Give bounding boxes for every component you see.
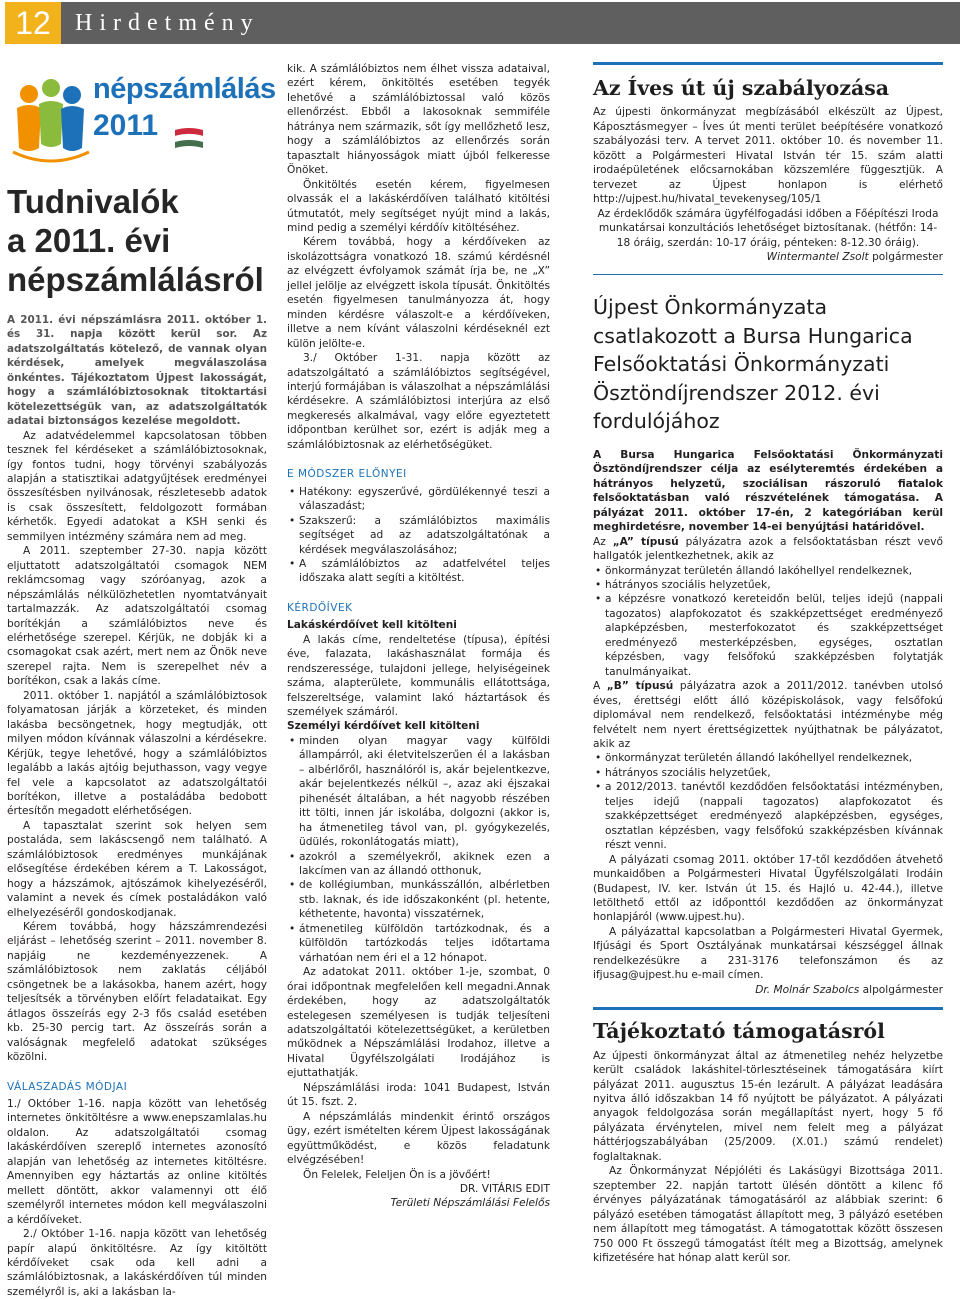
paragraph: 3./ Október 1-31. napja között az adatszolgáltató a számlálóbiztos segítségével, interjú formájában is válaszolhat a népszámlálási kérdésekre. A számlálóbiztosi interjúra az első megkeresés alkalmával, vagy előre egyeztetett időpontban kerülhet sor, ezért is adják meg a számlálóbiztosnak az elérhetőségüket. [287,352,550,451]
list-item: • Szakszerű: a számlálóbiztos maximális segítséget ad az adatszolgáltatónak a kérdések megválaszolásához; [287,514,550,557]
census-people-logo-icon [9,78,91,164]
divider [593,62,943,65]
signature-role: Területi Népszámlálási Felelős [390,1197,550,1210]
paragraph: Kérem továbbá, hogy a kérdőíveken az iskolázottságra vonatkozó 18. számú kérdésnél az elvégzett évfolyamok számát írja be, ne „X” jellel jelölje az elvégzett iskola típusát. Önkitöltés esetén figyelmesen tanulmányozza át, hogy minden kérdésre válaszolt-e a kérdőíveken, illetve a nem kívánt válaszolni kérdéseknél ezt külön jelölte-e. [287,236,550,350]
title-line: népszámlálásról [7,261,264,298]
list-item: • A számlálóbiztos az adatfelvétel teljes időszaka alatt segíti a kitöltést. [287,557,550,586]
list-item: • a képzésre vonatkozó kereteidőn belül, teljes idejű (nappali tagozatos) alapfokozatot és szakképzettséget eredményező alapképzésben, mesterfokozatot és szakképzettséget eredményező mesterképzésben, egységes, osztatlan képzésben, vagy felsőfokú szakképzésben folytatják tanulmányaikat. [593,592,943,679]
paragraph [593,535,943,564]
signature-name: Dr. Molnár Szabolcs [755,983,860,996]
signature-role: alpolgármester [862,983,943,996]
list-item: • átmenetileg külföldön tartózkodnak, és a külföldön tartózkodás teljes időtartama várhatóan nem éri el a 12 hónapot. [287,922,550,965]
paragraph: Népszámlálási iroda: 1041 Budapest, István út 15. fszt. 2. [287,1081,550,1109]
list-item: • önkormányzat területén állandó lakóhellyel rendelkeznek, [593,751,943,765]
paragraph: Az adatokat 2011. október 1-je, szombat, 0 órai időpontnak megfelelően kell megadni.Annak érdekében, hogy az adatszolgáltatók estelegesen személyesen is tudják teljesíteni adatszolgáltatói kötelezettségüket, a kerületben működnek a Népszámlálási Irodahoz, illetve a Hivatal Ügyfélszolgálati Irodájához is ejuttathatják. [287,966,550,1080]
column-1 [7,62,276,1299]
paragraph: A pályázattal kapcsolatban a Polgármesteri Hivatal Gyermek, Ifjúsági és Sport Osztályának munkatársai készséggel állnak rendelkezésükre a 231-3176 telefonszámon és az ifjusag@ujpest.hu e-mail címen. [593,925,943,982]
lead-paragraph: A Bursa Hungarica Felsőoktatási Önkormányzati Ösztöndíjrendszer célja az esélyteremtés érdekében a hátrányos helyzetű, szociálisan rászoruló fiatalok felsőoktatásban való részvételének támogatása. A pályázat 2011. október 17-én, 2 kategóriában kerül meghirdetésre, november 14-ei benyújtási határidővel. [593,448,943,534]
section-heading: KÉRDŐÍVEK [287,601,353,614]
section-heading: E MÓDSZER ELŐNYEI [287,468,407,481]
emphasis: „A” típusú [612,535,679,548]
signature [593,250,943,264]
title-line: a 2011. évi [7,222,171,259]
article-title: Az Íves út új szabályozása [593,76,890,100]
paragraph: 2011. október 1. napjától a számlálóbiztosok folyamatosan járják a körzeteket, és minden lakásba becsöngetnek, hogy megtudják, ott milyen módon kívánnak válaszolni a kérdésekre. Kérjük, tegye lehetővé, hogy a számlálóbiztos legalább a lakás ajtóig bejuthasson, vagy vegye fel vele a kapcsolatot az adatszolgáltatói borítékon, illetve a postaládába bedobott értesítőn megadott elérhetőségen. [7,689,267,818]
page-header [0,0,960,48]
paragraph: kik. A számlálóbiztos nem élhet vissza adataival, ezért kérem, önkitöltés esetében tegyék lehetővé a számlálóbiztossal való közös ellenőrzést. Ebből a lakosoknak semmiféle hátránya nem származik, sőt így mellőzhető lesz, hogy a számlálóbiztos az ellenőrzés során tapasztalt hiányosságok miatt újból felkeresse Önöket. [287,63,550,177]
paragraph: Az érdeklődők számára ügyfélfogadási időben a Főépítészi Iroda munkatársai konzultációs lehetőséget biztosítanak. (hétfőn: 14-18 óráig, szerdán: 10-17 óráig, pénteken: 8-12.30 óráig). [597,207,939,249]
text: Az [593,535,613,548]
list-item: • a 2012/2013. tanévtől kezdődően felsőoktatási intézményben, teljes idejű (nappali tagozatos) alapfokozatot és szakképzettséget eredményező alapképzésben, egységes, osztatlan képzésben, vagy felsőfokú szakképzésben kívánnak részt venni. [593,780,943,852]
emphasis: „B” típusú [606,680,674,693]
article-title: Tájékoztató támogatásról [593,1019,885,1044]
list-item: • minden olyan magyar vagy külföldi állampárról, aki életvitelszerűen él a lakásban – albérlőről, használóról is, akár bejelentkezve, akár bejelentkezés nélkül –, azaz aki éjszakai pihenését általában, a hét nagyobb részében itt tölti, innen jár iskolába, dolgozni (akkor is, ha átmenetileg távol van, pl. gyógykezelés, üdülés, rokonlátogatás miatt), [287,734,550,850]
list-item: • de kollégiumban, munkásszállón, albérletben stb. laknak, és ide időszakonként (pl. hetente, kéthetente, havonta) visszatérnek, [287,878,550,921]
paragraph: Az újpesti önkormányzat által az átmenetileg nehéz helyzetbe került családok lakáshitel-törlesztéseinek támogatására kiírt pályázat 2011. augusztus 15-én lezárult. A pályázat leadására nyitva álló időszakban 14 fő nyújtott be pályázatot. A pályázati anyagok feldolgozása során megállapítást nyert, hogy 5 fő pályázata érvénytelen, mivel nem felelt meg a pályázat háttérjogszabályában (25/2009. (X.01.) számú rendelet) foglaltaknak. [593,1049,943,1163]
column-3 [593,62,943,1265]
paragraph: 1./ Október 1-16. napja között van lehetőség internetes önkitöltésre a www.enepszamlalas.hu oldalon. Az adatszolgáltatói csomag lakáskérdőíven szereplő internetes azonosító alapján van lehetőség az internetes kitöltésre. Amennyiben egy háztartás az online kitöltés mellett döntött, akkor valamennyi ott élő személyről internetes módon kell megválaszolni a kérdőíveket. [7,1098,267,1226]
signature-name: DR. VITÁRIS EDIT [459,1182,550,1195]
page-number: 12 [5,2,61,44]
list-item: • önkormányzat területén állandó lakóhellyel rendelkeznek, [593,564,943,578]
lead-paragraph: A 2011. évi népszámlásra 2011. október 1. és 31. napja között kerül sor. Az adatszolgáltatás kötelező, de vannak olyan kérdések, amelyek megválaszolása önkéntes. Tájékoztatom Újpest lakosságát, hogy a számlálóbiztosoknak titoktartási kötelezettségük van, az adatszolgáltatók adatai biztonságos kezelése megoldott. [7,314,267,428]
list-item: • Hatékony: egyszerűvé, gördülékennyé teszi a válaszadást; [287,485,550,514]
divider [593,1007,943,1010]
divider [593,274,943,275]
column-2 [287,62,550,1211]
list-item: • hátrányos szociális helyzetűek, [593,766,943,780]
section-heading: VÁLASZADÁS MÓDJAI [7,1080,128,1093]
subheading: Személyi kérdőívet kell kitölteni [287,720,480,733]
paragraph [593,679,943,751]
paragraph: Ön Felelek, Feleljen Ön is a jövőért! [303,1168,491,1181]
paragraph: Az újpesti önkormányzat megbízásából elkészült az Újpest, Káposztásmegyer – Íves út menti terület beépítésére vonatkozó szabályozási terv. A tervet 2011. október 10. és november 11. között a Polgármesteri Hivatal István tér 15. szám alatti irodaépületének előcsarnokában közszemlére függesztjük. A tervezet az Újpest honlapon is elérhető http://ujpest.hu/hivatal_tevekenyseg/105/1 [593,106,943,206]
paragraph: A pályázati csomag 2011. október 17-től kezdődően átvehető munkaidőben a Polgármesteri Hivatal Ügyfélszolgálati Irodáin (Budapest, IV. ker. István út 15. és Hajló u. 42-44.), illetve letölthető ettől az időponttól kezdődően az önkormányzat honlapjáról (www.ujpest.hu). [593,853,943,924]
paragraph: A 2011. szeptember 27-30. napja között eljuttatott adatszolgáltatói csomagok NEM reklámcsomag vagy szóróanyag, azok a népszámlálás nélkülözhetetlen nyomtatványait tartalmazzák. Az adatszolgáltatói csomag borítékján a számlálóbiztos neve és elérhetősége szerepel. Kérjük, ne dobják ki a csomagokat csak azért, mert nem az Önök neve szerepel rajta. Nem is szerepelhet név a borítékon, csak a lakás címe. [7,545,267,688]
signature-role: polgármester [872,250,943,263]
paragraph: A lakás címe, rendeltetése (típusa), építési éve, falazata, lakáshasználat formája és rendszeressége, tulajdoni jellege, helyiségeinek száma, alapterülete, kommunális ellátottsága, felszereltsége, valamint lakó háztartások és személyek számáról. [287,633,550,719]
census-logo [7,73,276,176]
text: A [593,680,607,693]
paragraph: A népszámlálás mindenkit érintő országos ügy, ezért ismételten kérem Újpest lakosságának együttműködést, e közös feladatunk elvégzésében! [287,1110,550,1167]
hungarian-flag-icon [175,128,203,148]
paragraph: 2./ Október 1-16. napja között van lehetőség papír alapú önkitöltésre. Az így kitöltött kérdőíveket csak oda kell adni a számlálóbiztosnak, a lakáskérdőíven túl minden személyről is, aki a lakásban la- [7,1228,267,1298]
logo-name: népszámlálás [93,73,276,105]
text: pályázatra azok a 2011/2012. tanévben utolsó éves, érettségi előtt álló középiskolások, vagy felsőfokú diplomával nem rendelkező, felsőoktatási intézménybe még felvételt nem nyert érettségizettek nyújthatnak be pályázatot, akik az [593,680,944,750]
article-title: Újpest Önkormányzata csatlakozott a Bursa Hungarica Felsőoktatási Önkormányzati Ösztöndíjrendszer 2012. évi fordulójához [593,295,913,434]
paragraph: Kérem továbbá, hogy házszámrendezési eljárást – lehetőség szerint – 2011. november 8. napjáig ne kezdeményezzenek. A számlálóbiztosok nem zaklatás céljából csöngetnek be a lakásokba, hanem azért, hogy teljesítsék a törvényben előírt feladataikat. Egy átlagos összeírás egy 2-3 fős család esetében kb. 25-30 percig tart. Az összeírás során a valóságnak megfelelő adatokat szükséges közölni. [7,921,267,1064]
logo-year: 2011 [93,109,159,142]
text: pályázatra azok a felsőoktatásban részt vevő hallgatók jelentkezhetnek, akik az [593,535,943,563]
section-title: Hirdetmény [61,2,960,44]
paragraph: Önkitöltés esetén kérem, figyelmesen olvassák el a lakáskérdőíven található kitöltési útmutatót, mely segítséget nyújt mind a lakás, mind pedig a személyi kérdőív kitöltéséhez. [287,178,550,234]
list-item: • azokról a személyekről, akiknek ezen a lakcímen van az állandó otthonuk, [287,850,550,879]
paragraph: A tapasztalat szerint sok helyen sem postaláda, sem lakáscsengő nem található. A számlálóbiztosok eredményes munkájának elősegítése érdekében kérem a T. Lakosságot, hogy a házszámok, ajtószámok kihelyezéséről, valamint a nevek és címek postaládákon való elhelyezéséről gondoskodjanak. [7,819,267,919]
signature-name: Wintermantel Zsolt [766,250,869,263]
paragraph: Az adatvédelemmel kapcsolatosan többen tesznek fel kérdéseket a számlálóbiztosoknak, így fontos tudni, hogy törvényi szabályozás alapján a statisztikai adatgyűjtések eredményei összesítésben nyilvánosak, részletesebb adatok is csak összesített, feldolgozott formában kérhetők. Egyedi adatokat a KSH senki és semmilyen intézmény számára nem ad meg. [7,429,267,543]
title-line: Tudnivalók [7,183,179,220]
subheading: Lakáskérdőívet kell kitölteni [287,619,457,632]
paragraph: Az Önkormányzat Népjóléti és Lakásügyi Bizottsága 2011. szeptember 22. napján tartott ülésén döntött a kilenc fő érvényes pályázatának támogatásáról az alábbiak szerint: 6 pályázó esetében támogatást állapított meg, 3 pályázó esetében nem állapított meg támogatást. A támogatottak között összesen 750 000 Ft összegű támogatást ítélt meg a Bizottság, amelynek kifizetésére hat hónap alatt kerül sor. [593,1165,943,1264]
signature [593,983,943,997]
list-item: • hátrányos szociális helyzetűek, [593,578,943,592]
article-title [7,182,267,299]
